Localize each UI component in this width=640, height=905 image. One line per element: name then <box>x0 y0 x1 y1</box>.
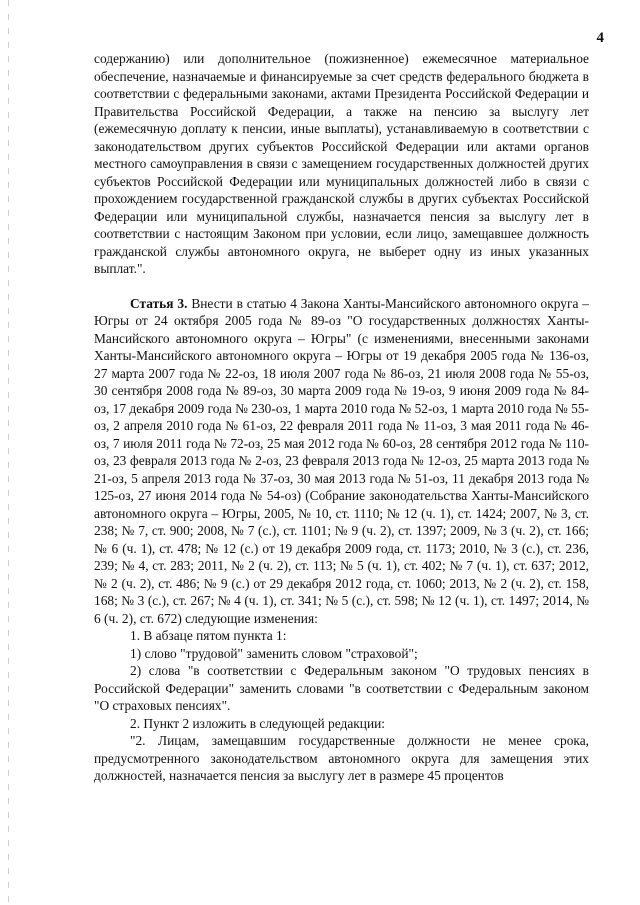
page-number: 4 <box>596 30 604 46</box>
subitem-1-paragraph: 1) слово "трудовой" заменить словом "страховой"; <box>130 645 418 661</box>
item-1-paragraph: 1. В абзаце пятом пункта 1: <box>130 628 287 643</box>
article-3-label: Статья 3. <box>130 295 188 311</box>
item-2-new-text-paragraph: "2. Лицам, замещавшим государственные должности не менее срока, предусмотренного законодательством автономного округа для замещения этих должностей, назначается пенсия за выслугу лет в размере 45 процентов <box>94 733 589 783</box>
scan-edge-artifact <box>8 0 9 905</box>
article-3-text: Внести в статью 4 Закона Ханты-Мансийского автономного округа – Югры от 24 октября 2005 года № 89-оз "О государственных должностях Ханты-Мансийского автономного округа – Югры" (с изменениями, внесенными законами Ханты-Мансийского автономного округа – Югры от 19 декабря 2005 года № 136-оз, 27 марта 2007 года № 22-оз, 18 июля 2007 года № 86-оз, 21 июля 2008 года № 55-оз, 30 сентября 2008 года № 89-оз, 30 марта 2009 года № 19-оз, 9 июня 2009 года № 84-оз, 17 декабря 2009 года № 230-оз, 1 марта 2010 года № 52-оз, 1 марта 2010 года № 55-оз, 2 апреля 2010 года № 61-оз, 22 февраля 2011 года № 11-оз, 3 мая 2011 года № 46-оз, 7 июля 2011 года № 72-оз, 25 мая 2012 года № 60-оз, 28 сентября 2012 года № 110-оз, 23 февраля 2013 года № 2-оз, 23 февраля 2013 года № 12-оз, 25 марта 2013 года № 21-оз, 5 апреля 2013 года № 37-оз, 30 мая 2013 года № 51-оз, 11 декабря 2013 года № 125-оз, 27 июня 2014 года № 54-оз) (Собрание законодательства Ханты-Мансийского автономного округа – Югры, 2005, № 10, ст. 1110; № 12 (ч. 1), ст. 1424; 2007, № 3, ст. 238; № 7, ст. 900; 2008, № 7 (с.), ст. 1101; № 9 (ч. 2), ст. 1397; 2009, № 3 (ч. 2), ст. 166; № 6 (ч. 1), ст. 478; № 12 (с.) от 19 декабря 2009 года, ст. 1173; 2010, № 3 (с.), ст. 236, 239; № 4, ст. 283; 2011, № 2 (ч. 2), ст. 113; № 5 (ч. 1), ст. 402; № 7 (ч. 1), ст. 637; 2012, № 2 (ч. 2), ст. 486; № 9 (с.) от 29 декабря 2012 года, ст. 1060; 2013, № 2 (ч. 2), ст. 158, 168; № 3 (с.), ст. 267; № 4 (ч. 1), ст. 341; № 5 (с.), ст. 598; № 12 (ч. 1), ст. 1497; 2014, № 6 (ч. 2), ст. 672) следующие изменения: <box>94 295 589 626</box>
subitem-2-paragraph: 2) слова "в соответствии с Федеральным законом "О трудовых пенсиях в Российской Федерации" заменить словами "в соответствии с Федеральным законом "О страховых пенсиях". <box>94 663 589 713</box>
paragraph-continuation: содержанию) или дополнительное (пожизненное) ежемесячное материальное обеспечение, назначаемые и финансируемые за счет средств федерального бюджета в соответствии с федеральными законами, актами Президента Российской Федерации и Правительства Российской Федерации, а также на пенсию за выслугу лет (ежемесячную доплату к пенсии, иные выплаты), устанавливаемую в соответствии с законодательством других субъектов Российской Федерации или актами органов местного самоуправления в связи с замещением государственных должностей других субъектов Российской Федерации или муниципальных должностей либо в связи с прохождением государственной гражданской службы в других субъектах Российской Федерации или муниципальной службы, назначается пенсия за выслугу лет в соответствии с настоящим Законом при условии, если лицо, замещавшее должность гражданской службы автономного округа, не выберет одну из иных указанных выплат.". <box>94 51 589 276</box>
document-body <box>94 50 589 785</box>
article-3-paragraph <box>94 295 589 628</box>
item-2-paragraph: 2. Пункт 2 изложить в следующей редакции: <box>130 715 386 731</box>
